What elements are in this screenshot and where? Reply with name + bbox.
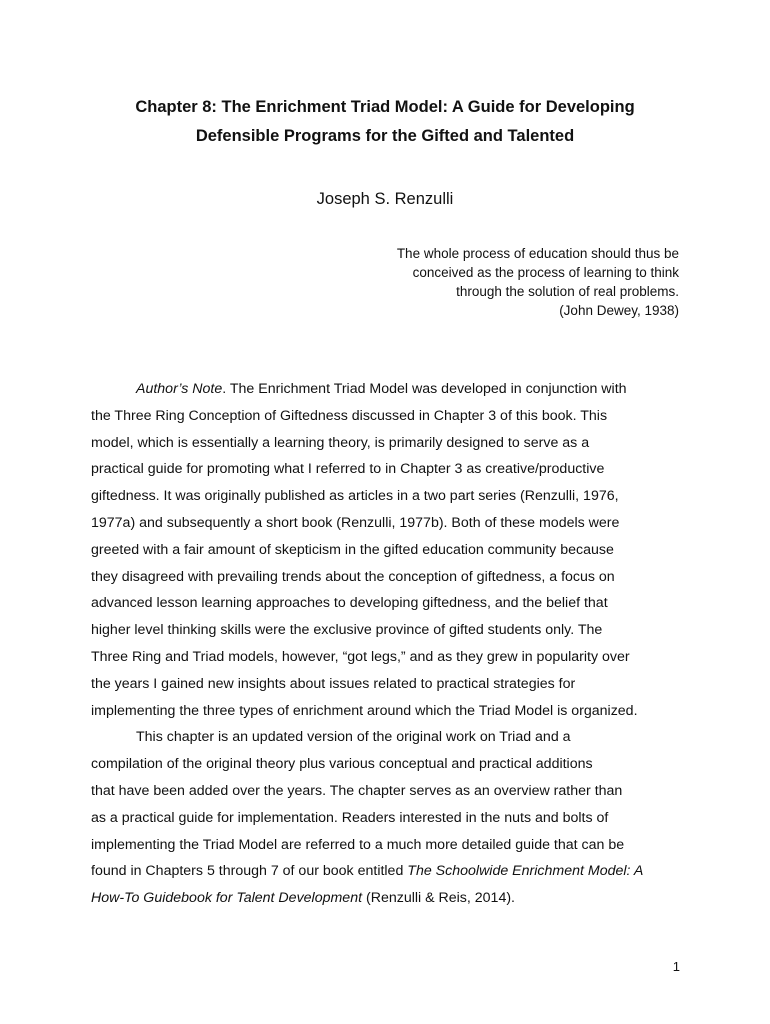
paragraph-1-line: giftedness. It was originally published as articles in a two part series (Renzulli, 1976, bbox=[91, 488, 619, 505]
chapter-title-line-2: Defensible Programs for the Gifted and Talented bbox=[195, 127, 575, 145]
body-text bbox=[91, 376, 691, 912]
epigraph-line: The whole process of education should thus be bbox=[396, 246, 679, 261]
paragraph-1-line: practical guide for promoting what I referred to in Chapter 3 as creative/productive bbox=[91, 461, 605, 478]
epigraph-quote bbox=[299, 244, 679, 320]
paragraph-2-line: implementing the Triad Model are referred to a much more detailed guide that can be bbox=[91, 836, 625, 853]
book-citation: (Renzulli & Reis, 2014). bbox=[362, 890, 516, 907]
epigraph-line: conceived as the process of learning to think bbox=[412, 265, 679, 280]
paragraph-1-line: model, which is essentially a learning theory, is primarily designed to serve as a bbox=[91, 434, 590, 451]
paragraph-1-line: implementing the three types of enrichment around which the Triad Model is organized. bbox=[91, 702, 638, 719]
paragraph-1-line: they disagreed with prevailing trends about the conception of giftedness, a focus on bbox=[91, 568, 615, 585]
paragraph-2-line bbox=[91, 858, 691, 885]
page-number: 1 bbox=[672, 959, 680, 974]
paragraph-1-line: advanced lesson learning approaches to developing giftedness, and the belief that bbox=[91, 595, 608, 612]
book-title-part-1: The Schoolwide Enrichment Model: A bbox=[407, 863, 644, 880]
paragraph-2-line: This chapter is an updated version of the original work on Triad and a bbox=[136, 729, 571, 746]
author-name: Joseph S. Renzulli bbox=[316, 190, 454, 208]
paragraph-1-line: higher level thinking skills were the exclusive province of gifted students only. The bbox=[91, 622, 603, 639]
book-title-part-2: How-To Guidebook for Talent Development bbox=[91, 890, 363, 907]
paragraph-1-line: 1977a) and subsequently a short book (Renzulli, 1977b). Both of these models were bbox=[91, 514, 620, 531]
paragraph-1-line: the Three Ring Conception of Giftedness discussed in Chapter 3 of this book. This bbox=[91, 407, 608, 424]
paragraph-2-line: compilation of the original theory plus various conceptual and practical additions bbox=[91, 756, 593, 773]
paragraph-2-line: that have been added over the years. The chapter serves as an overview rather than bbox=[91, 782, 623, 799]
paragraph-1-line: the years I gained new insights about issues related to practical strategies for bbox=[91, 675, 576, 692]
authors-note-text: . The Enrichment Triad Model was developed in conjunction with bbox=[222, 381, 627, 397]
epigraph-attribution: (John Dewey, 1938) bbox=[559, 303, 679, 318]
authors-note-label: Author’s Note bbox=[136, 381, 223, 397]
chapter-title bbox=[60, 93, 710, 151]
paragraph-1-line: Three Ring and Triad models, however, “got legs,” and as they grew in popularity over bbox=[91, 648, 630, 665]
paragraph-2-line: as a practical guide for implementation. Readers interested in the nuts and bolts of bbox=[91, 809, 609, 826]
chapter-title-line-1: Chapter 8: The Enrichment Triad Model: A Guide for Developing bbox=[135, 98, 635, 116]
paragraph-1-line bbox=[91, 376, 691, 403]
epigraph-line: through the solution of real problems. bbox=[456, 284, 679, 299]
paragraph-2-line bbox=[91, 885, 691, 912]
book-reference-lead: found in Chapters 5 through 7 of our book entitled bbox=[91, 863, 408, 880]
paragraph-1-line: greeted with a fair amount of skepticism in the gifted education community because bbox=[91, 541, 614, 558]
